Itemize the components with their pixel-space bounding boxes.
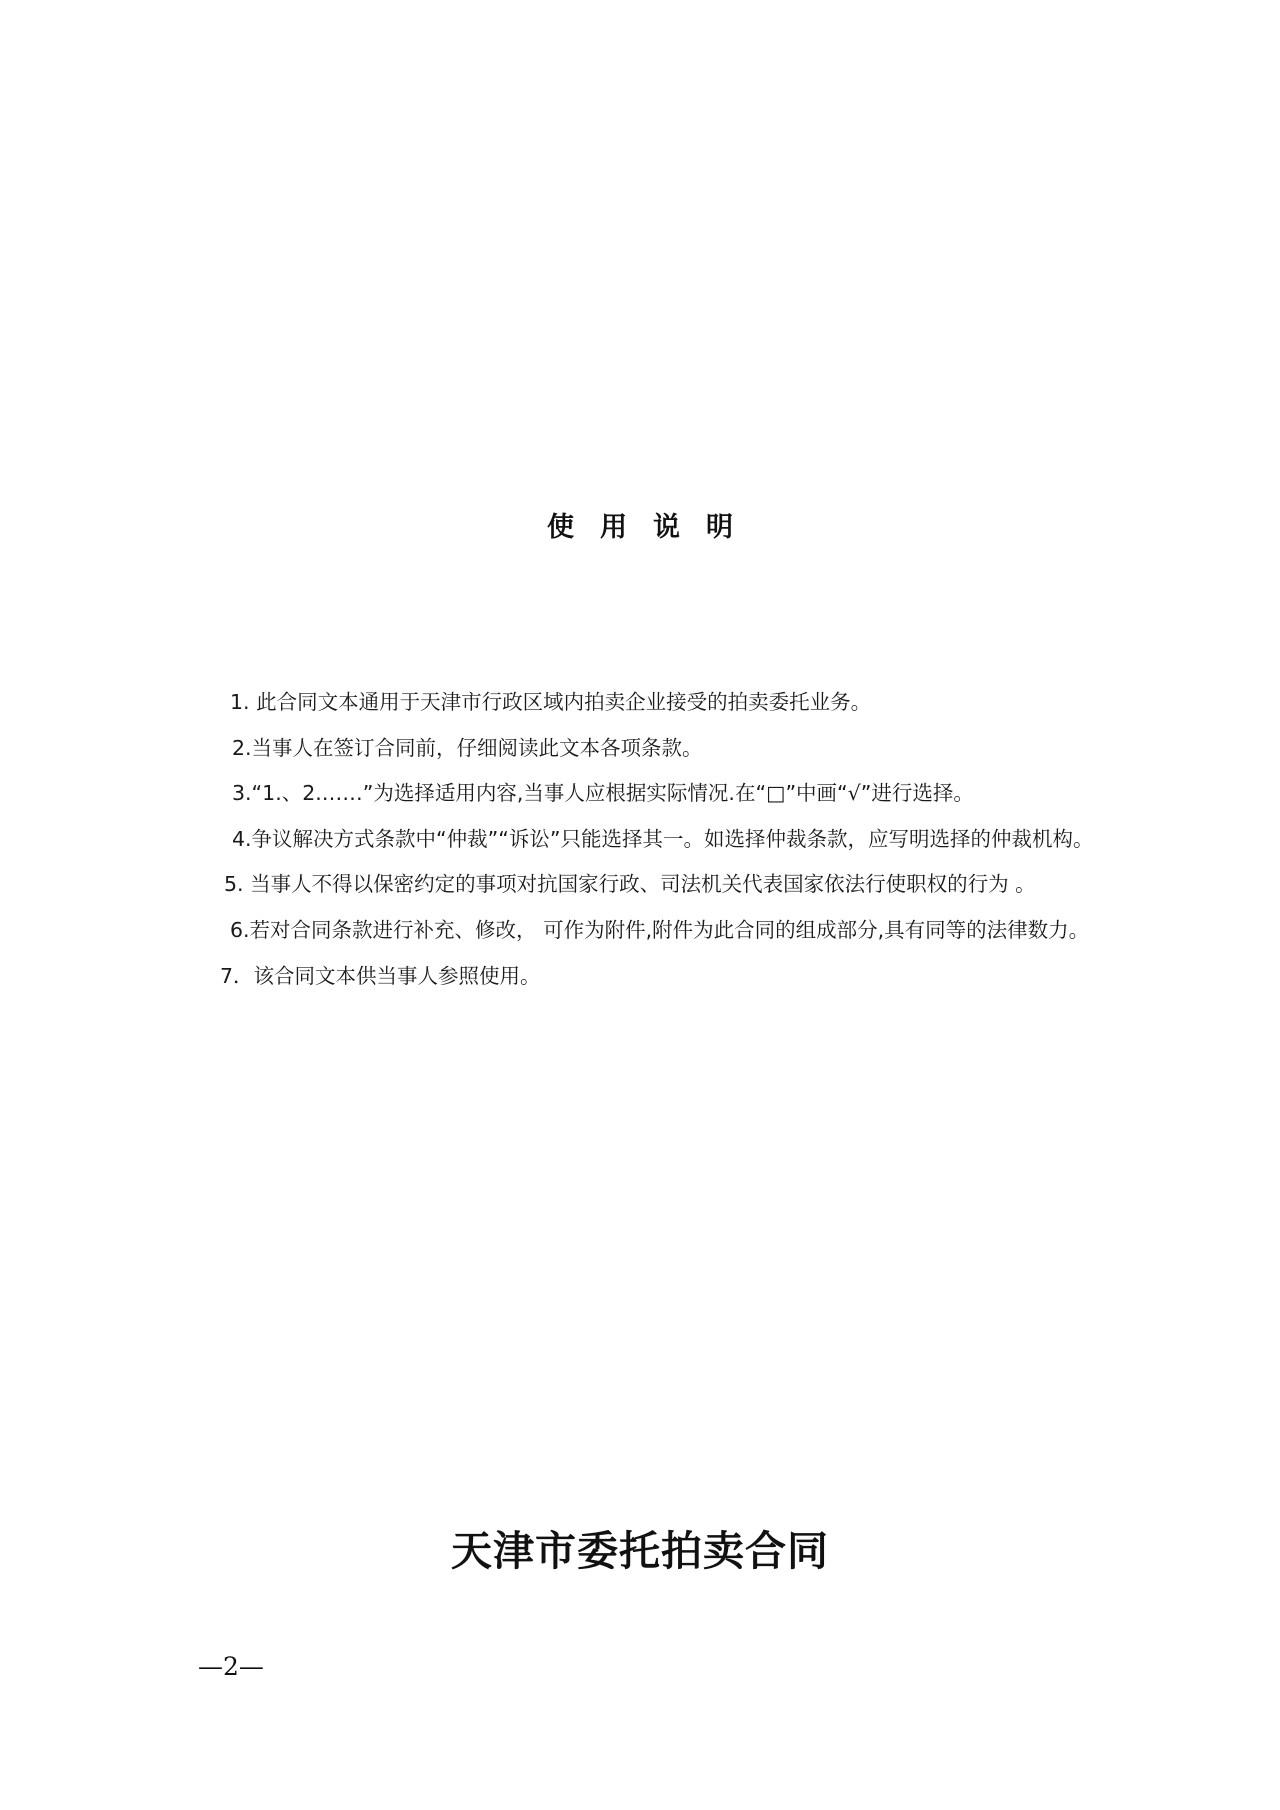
instruction-item-1: 1. 此合同文本通用于天津市行政区域内拍卖企业接受的拍卖委托业务。 <box>230 690 872 714</box>
instruction-item-5: 5. 当事人不得以保密约定的事项对抗国家行政、司法机关代表国家依法行使职权的行为 。 <box>224 872 1036 897</box>
instruction-item-3: 3.“1.、2.……”为选择适用内容,当事人应根据实际情况.在“□”中画“√”进行选择。 <box>232 781 974 806</box>
instructions-heading: 使用说明 <box>547 512 759 543</box>
instruction-item-2: 2.当事人在签订合同前，仔细阅读此文本各项条款。 <box>232 735 703 760</box>
contract-title: 天津市委托拍卖合同 <box>451 1527 829 1575</box>
instruction-item-6: 6.若对合同条款进行补充、修改， 可作为附件,附件为此合同的组成部分,具有同等的法律数力。 <box>230 917 1090 942</box>
instruction-item-7: 7．该合同文本供当事人参照使用。 <box>220 963 541 988</box>
instruction-item-4: 4.争议解决方式条款中“仲裁”“诉讼”只能选择其一。如选择仲裁条款，应写明选择的仲裁机构。 <box>232 826 1094 851</box>
page-number: —2— <box>198 1652 264 1681</box>
instructions-list <box>172 680 1132 999</box>
